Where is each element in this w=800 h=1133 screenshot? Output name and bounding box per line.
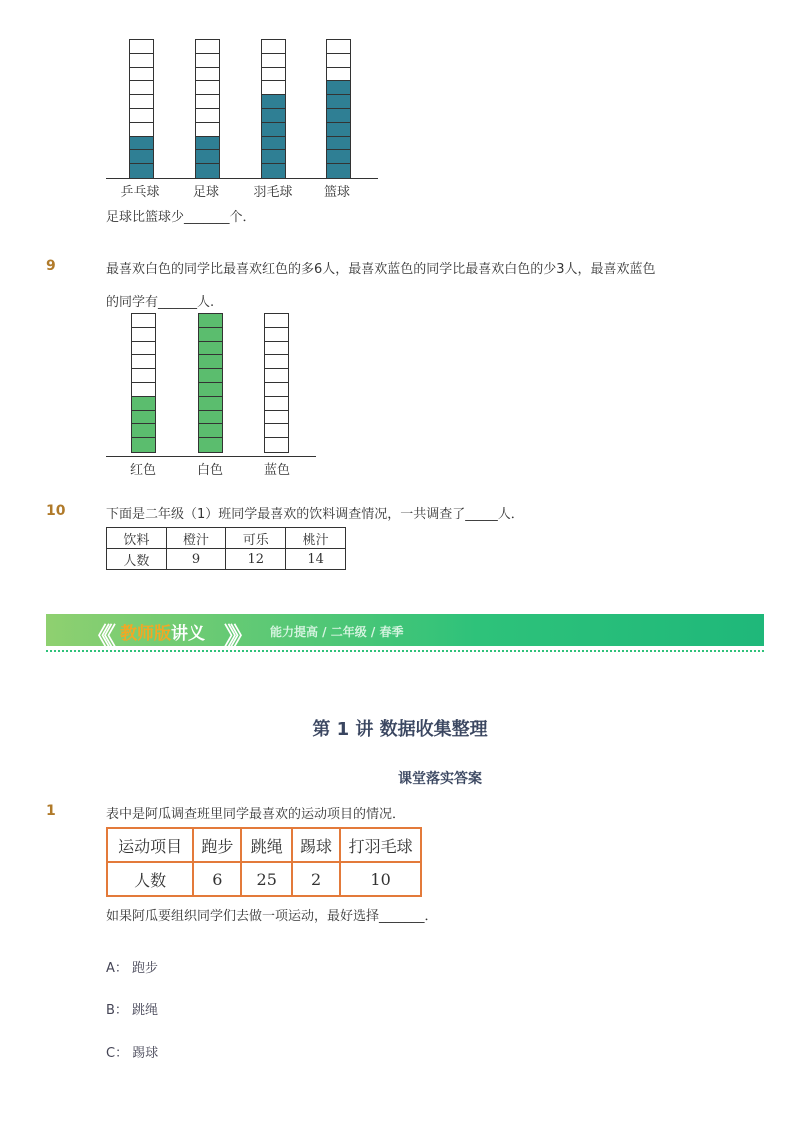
chart-cell (132, 438, 155, 452)
chart-cell (265, 438, 288, 452)
q10-text: 下面是二年级（1）班同学最喜欢的饮料调查情况，一共调查了_____人． (106, 507, 524, 522)
drink-table (106, 527, 346, 570)
table-row (107, 549, 346, 570)
chart-cell (199, 342, 222, 356)
lesson-title: 第 1 讲 数据收集整理 (312, 719, 488, 740)
chart-cell (265, 424, 288, 438)
table-cell: 10 (340, 862, 421, 896)
chart-cell (265, 342, 288, 356)
chart-cell (196, 150, 219, 164)
chart-cell (196, 81, 219, 95)
table-row (107, 862, 421, 896)
chart-cell (132, 424, 155, 438)
chart-cell (262, 109, 285, 123)
chart-cell (265, 397, 288, 411)
chart-cell (132, 383, 155, 397)
chart-cell (132, 328, 155, 342)
chart-cell (196, 40, 219, 54)
chart-cell (199, 397, 222, 411)
sports-table (106, 827, 422, 897)
chart-cell (132, 355, 155, 369)
chart-cell (327, 109, 350, 123)
chart-label-white: 白色 (196, 463, 223, 478)
chart-cell (265, 355, 288, 369)
chart-cell (130, 54, 153, 68)
chart-cell (265, 328, 288, 342)
chart-cell (327, 40, 350, 54)
chart-cell (199, 411, 222, 425)
chart-cell (130, 164, 153, 178)
chart-bar-2 (261, 39, 286, 179)
chart-cell (262, 123, 285, 137)
banner-title-a: 教师版 (120, 624, 171, 644)
chart-bar-3 (326, 39, 351, 179)
table-cell: 橙汁 (166, 528, 226, 549)
chart-cell (199, 383, 222, 397)
chart-bar-1 (198, 313, 223, 453)
chart-cell (199, 328, 222, 342)
chart-cell (132, 411, 155, 425)
color-chart-axis (106, 456, 316, 457)
chart-cell (265, 383, 288, 397)
chart-cell (262, 150, 285, 164)
chart-cell (130, 68, 153, 82)
q9-line1: 最喜欢白色的同学比最喜欢红色的多6人，最喜欢蓝色的同学比最喜欢白色的少3人，最喜欢蓝色 (106, 262, 656, 277)
right-chevrons-icon: 》》 (224, 622, 248, 650)
chart-cell (132, 342, 155, 356)
table-cell: 跳绳 (241, 828, 291, 862)
chart-cell (130, 109, 153, 123)
table-cell: 人数 (107, 862, 193, 896)
chart-cell (327, 164, 350, 178)
chart-cell (130, 150, 153, 164)
chart-cell (327, 137, 350, 151)
chart-cell (262, 54, 285, 68)
chart-cell (132, 369, 155, 383)
chart-cell (196, 164, 219, 178)
chart-label-badminton: 羽毛球 (253, 185, 293, 200)
chart-cell (196, 54, 219, 68)
chart-cell (196, 68, 219, 82)
table-cell: 25 (241, 862, 291, 896)
chart-label-blue: 蓝色 (263, 463, 290, 478)
chart-cell (130, 95, 153, 109)
chart-cell (262, 68, 285, 82)
divider (46, 650, 764, 652)
chart-cell (130, 137, 153, 151)
table-cell: 运动项目 (107, 828, 193, 862)
q1-text: 表中是阿瓜调查班里同学最喜欢的运动项目的情况． (106, 807, 406, 822)
chart-cell (130, 81, 153, 95)
chart-cell (130, 123, 153, 137)
option-b[interactable]: B： 跳绳 (106, 1003, 159, 1018)
q1-number: 1 (46, 803, 56, 819)
section-subtitle: 课堂落实答案 (398, 771, 482, 787)
left-chevrons-icon: 《《 (86, 622, 110, 650)
table-cell: 14 (286, 549, 346, 570)
chart-cell (262, 95, 285, 109)
chart-cell (265, 314, 288, 328)
chart-cell (327, 68, 350, 82)
table-cell: 跑步 (193, 828, 241, 862)
chart-cell (262, 40, 285, 54)
chart-cell (327, 95, 350, 109)
chart-label-pingpong: 乒乓球 (120, 185, 160, 200)
banner-title (120, 619, 205, 644)
option-c[interactable]: C： 踢球 (106, 1046, 159, 1061)
chart-bar-1 (195, 39, 220, 179)
chart-cell (196, 123, 219, 137)
chart-cell (327, 123, 350, 137)
table-cell: 踢球 (292, 828, 340, 862)
table-row (107, 828, 421, 862)
chart-cell (262, 164, 285, 178)
chart-bar-0 (129, 39, 154, 179)
table-cell: 2 (292, 862, 340, 896)
chart-cell (196, 95, 219, 109)
chart-cell (196, 137, 219, 151)
table-cell: 6 (193, 862, 241, 896)
q8-text: 足球比篮球少_______个． (106, 210, 256, 225)
chart-cell (265, 369, 288, 383)
table-cell: 12 (226, 549, 286, 570)
table-cell: 打羽毛球 (340, 828, 421, 862)
table-cell: 人数 (107, 549, 167, 570)
chart-cell (265, 411, 288, 425)
option-a[interactable]: A： 跑步 (106, 961, 159, 976)
table-cell: 可乐 (226, 528, 286, 549)
table-cell: 桃汁 (286, 528, 346, 549)
chart-cell (199, 355, 222, 369)
table-cell: 饮料 (107, 528, 167, 549)
chart-cell (262, 81, 285, 95)
breadcrumb: 能力提高 / 二年级 / 春季 (270, 625, 404, 639)
chart-cell (132, 314, 155, 328)
q10-number: 10 (46, 503, 66, 519)
chart-label-basketball: 篮球 (323, 185, 350, 200)
q9-number: 9 (46, 258, 56, 274)
teacher-edition-banner (46, 614, 764, 650)
chart-cell (199, 438, 222, 452)
chart-bar-0 (131, 313, 156, 453)
chart-cell (199, 424, 222, 438)
table-cell: 9 (166, 549, 226, 570)
chart-cell (327, 150, 350, 164)
chart-cell (199, 369, 222, 383)
chart-cell (132, 397, 155, 411)
chart-cell (199, 314, 222, 328)
q9-line2: 的同学有______人. (106, 295, 215, 310)
banner-title-b: 讲义 (171, 624, 205, 644)
table-row (107, 528, 346, 549)
q1-question: 如果阿瓜要组织同学们去做一项运动，最好选择_______． (106, 909, 438, 924)
chart-cell (262, 137, 285, 151)
sports-chart-axis (106, 178, 378, 179)
chart-label-red: 红色 (129, 463, 156, 478)
chart-cell (327, 54, 350, 68)
chart-cell (196, 109, 219, 123)
chart-bar-2 (264, 313, 289, 453)
chart-cell (130, 40, 153, 54)
chart-label-football: 足球 (192, 185, 219, 200)
chart-cell (327, 81, 350, 95)
